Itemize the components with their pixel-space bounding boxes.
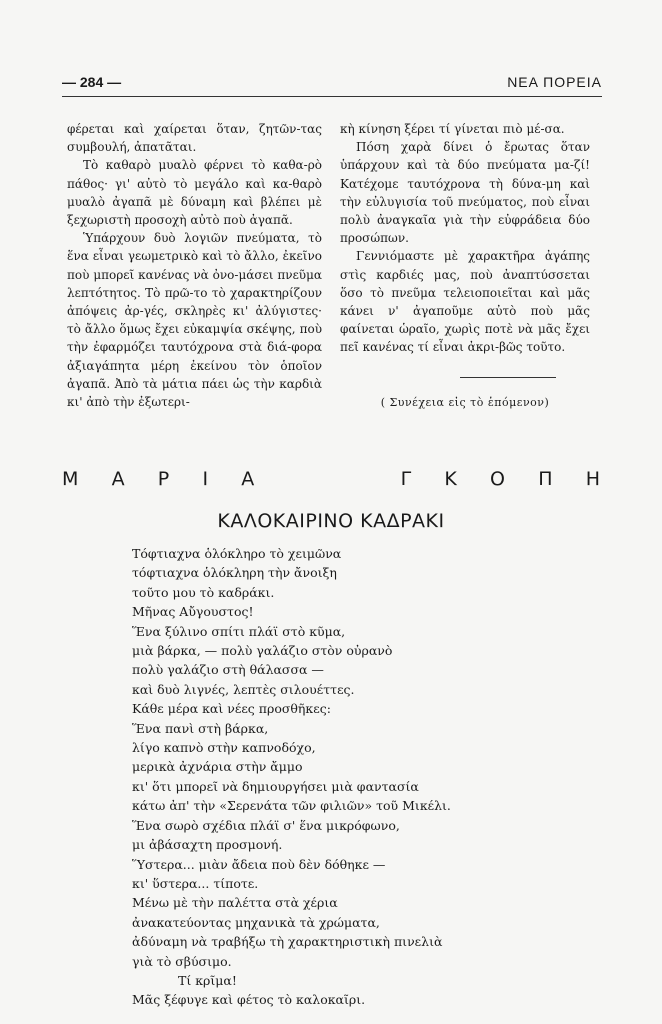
poem-title: ΚΑΛΟΚΑΙΡΙΝΟ ΚΑΔΡΑΚΙ <box>217 510 445 532</box>
poem-line: Μένω μὲ τὴν παλέττα στὰ χέρια <box>132 895 338 911</box>
header-rule <box>62 96 602 97</box>
poem-line: λίγο καπνὸ στὴν καπνοδόχο, <box>132 740 316 756</box>
author-spacer <box>287 468 367 490</box>
poem-line: κι' ὅτι μπορεῖ νὰ δημιουργήσει μιὰ φαντασία <box>132 778 419 794</box>
poem-line: Τί κρῖμα! <box>178 972 237 988</box>
poem-line: μιὰ βάρκα, — πολὺ γαλάζιο στὸν οὐρανὸ <box>132 643 393 659</box>
poem-line: Ἕνα σωρὸ σχέδια πλάϊ σ' ἕνα μικρόφωνο, <box>132 817 400 833</box>
author-letter: Α <box>241 468 255 490</box>
left-column <box>67 120 322 411</box>
paragraph: Γεννιόμαστε μὲ χαρακτῆρα ἀγάπης στὶς καρδιές μας, ποὺ ἀναπτύσσεται ὅσο τὸ πνεῦμα τελειοποιεῖται καὶ μᾶς κάνει ν' ἀγαποῦμε αὐτὸ ποὺ μᾶς φαίνεται ὡραῖο, χωρὶς ποτὲ νὰ μᾶς ἔχει πεῖ κανένας τί εἶναι ἀκρι-βῶς τοῦτο. <box>340 249 590 355</box>
poem-line: μερικὰ ἀχνάρια στὴν ἄμμο <box>132 759 303 775</box>
author-letter: Ρ <box>157 468 170 490</box>
poem-line: Μᾶς ξέφυγε καὶ φέτος τὸ καλοκαῖρι. <box>132 992 366 1008</box>
page-header <box>62 74 602 96</box>
poem-line: Τόφτιαχνα ὁλόκληρο τὸ χειμῶνα <box>132 546 342 561</box>
section-rule <box>460 377 556 378</box>
poem-line: Μῆνας Αὔγουστος! <box>132 604 254 620</box>
paragraph: Πόση χαρὰ δίνει ὁ ἔρωτας ὅταν ὑπάρχουν καὶ τὰ δύο πνεύματα μα-ζί! Κατέχομε ταυτόχρονα τὴ δύνα-μη καὶ τὴν εὐλυγισία τοῦ πνεύματος, ποὺ εἶναι πολὺ ἀναγκαῖα γιὰ τὴν εὐφράδεια δύο προσώπων. <box>340 140 590 246</box>
poem-line: ἀδύναμη νὰ τραβήξω τὴ χαρακτηριστικὴ πινελιὰ <box>132 934 443 950</box>
poem-line: Ἕνα ξύλινο σπίτι πλάϊ στὸ κῦμα, <box>132 623 346 639</box>
continued-note: ( Συνέχεια εἰς τὸ ἑπόμενον) <box>380 395 550 409</box>
poem <box>132 544 451 1010</box>
poem-line: καὶ δυὸ λιγνές, λεπτὲς σιλουέττες. <box>132 681 355 697</box>
poem-line: Ἕνα πανὶ στὴ βάρκα, <box>132 720 269 736</box>
page-number: — 284 — <box>62 74 122 90</box>
author-letter: Π <box>538 468 553 490</box>
author-letter: Ο <box>490 468 506 490</box>
author-letter: Ι <box>202 468 209 490</box>
poem-line: γιὰ τὸ σβύσιμο. <box>132 953 232 969</box>
author-letter: Η <box>585 468 600 490</box>
paragraph: κὴ κίνηση ξέρει τί γίνεται πιὸ μέ-σα. <box>340 122 565 136</box>
paragraph: Τὸ καθαρὸ μυαλὸ φέρνει τὸ καθα-ρὸ πάθος· γι' αὐτὸ τὸ μεγάλο καὶ κα-θαρὸ μυαλὸ ἀγαπᾶ μὲ δύναμη καὶ βλέπει μὲ ξεχωριστὴ προσοχὴ αὐτὸ ποὺ ἀγαπᾶ. <box>67 158 322 228</box>
poem-line: μι ἀβάσαχτη προσμονή. <box>132 837 283 853</box>
poem-line: ἀνακατεύοντας μηχανικὰ τὰ χρώματα, <box>132 914 380 930</box>
author-letter: Γ <box>400 468 412 490</box>
poem-line: τοῦτο μου τὸ καδράκι. <box>132 584 275 600</box>
poem-line: πολὺ γαλάζιο στὴ θάλασσα — <box>132 662 324 678</box>
paragraph: Ὑπάρχουν δυὸ λογιῶν πνεύματα, τὸ ἕνα εἶναι γεωμετρικὸ καὶ τὸ ἄλλο, ἐκεῖνο ποὺ μπορεῖ κανένας νὰ ὀνο-μάσει πνεῦμα λεπτότητος. Τὸ πρῶ-το τὸ χαρακτηρίζουν ἀπόψεις ἀρ-γές, σκληρὲς κι' ἀλύγιστες· τὸ ἄλλο ὅμως ἔχει εὐκαμψία σκέψης, ποὺ τὴν ἐφαρμόζει ταυτόχρονα στὰ διά-φορα ἀξιαγάπητα μέρη ἐκείνου τὸν ὁποῖον ἀγαπᾶ. Ἀπὸ τὰ μάτια πάει ὡς τὴν καρδιὰ κι' ἀπὸ τὴν ἐξωτερι- <box>67 231 322 410</box>
author-letter: Α <box>111 468 125 490</box>
poem-line: κι' ὕστερα... τίποτε. <box>132 875 259 891</box>
journal-title: ΝΕΑ ΠΟΡΕΙΑ <box>507 74 602 90</box>
poem-line: Κάθε μέρα καὶ νέες προσθῆκες: <box>132 701 331 717</box>
paragraph: φέρεται καὶ χαίρεται ὅταν, ζητῶν-τας συμβουλή, ἀπατᾶται. <box>67 122 322 155</box>
poem-line: κάτω ἀπ' τὴν «Σερενάτα τῶν φιλιῶν» τοῦ Μικέλι. <box>132 798 451 814</box>
author-name <box>62 468 600 490</box>
right-column <box>340 120 590 412</box>
poem-line: τόφτιαχνα ὁλόκληρη τὴν ἄνοιξη <box>132 565 337 581</box>
poem-line: Ὕστερα... μιὰν ἄδεια ποὺ δὲν δόθηκε — <box>132 856 386 872</box>
author-letter: Κ <box>444 468 457 490</box>
author-letter: Μ <box>62 468 79 490</box>
